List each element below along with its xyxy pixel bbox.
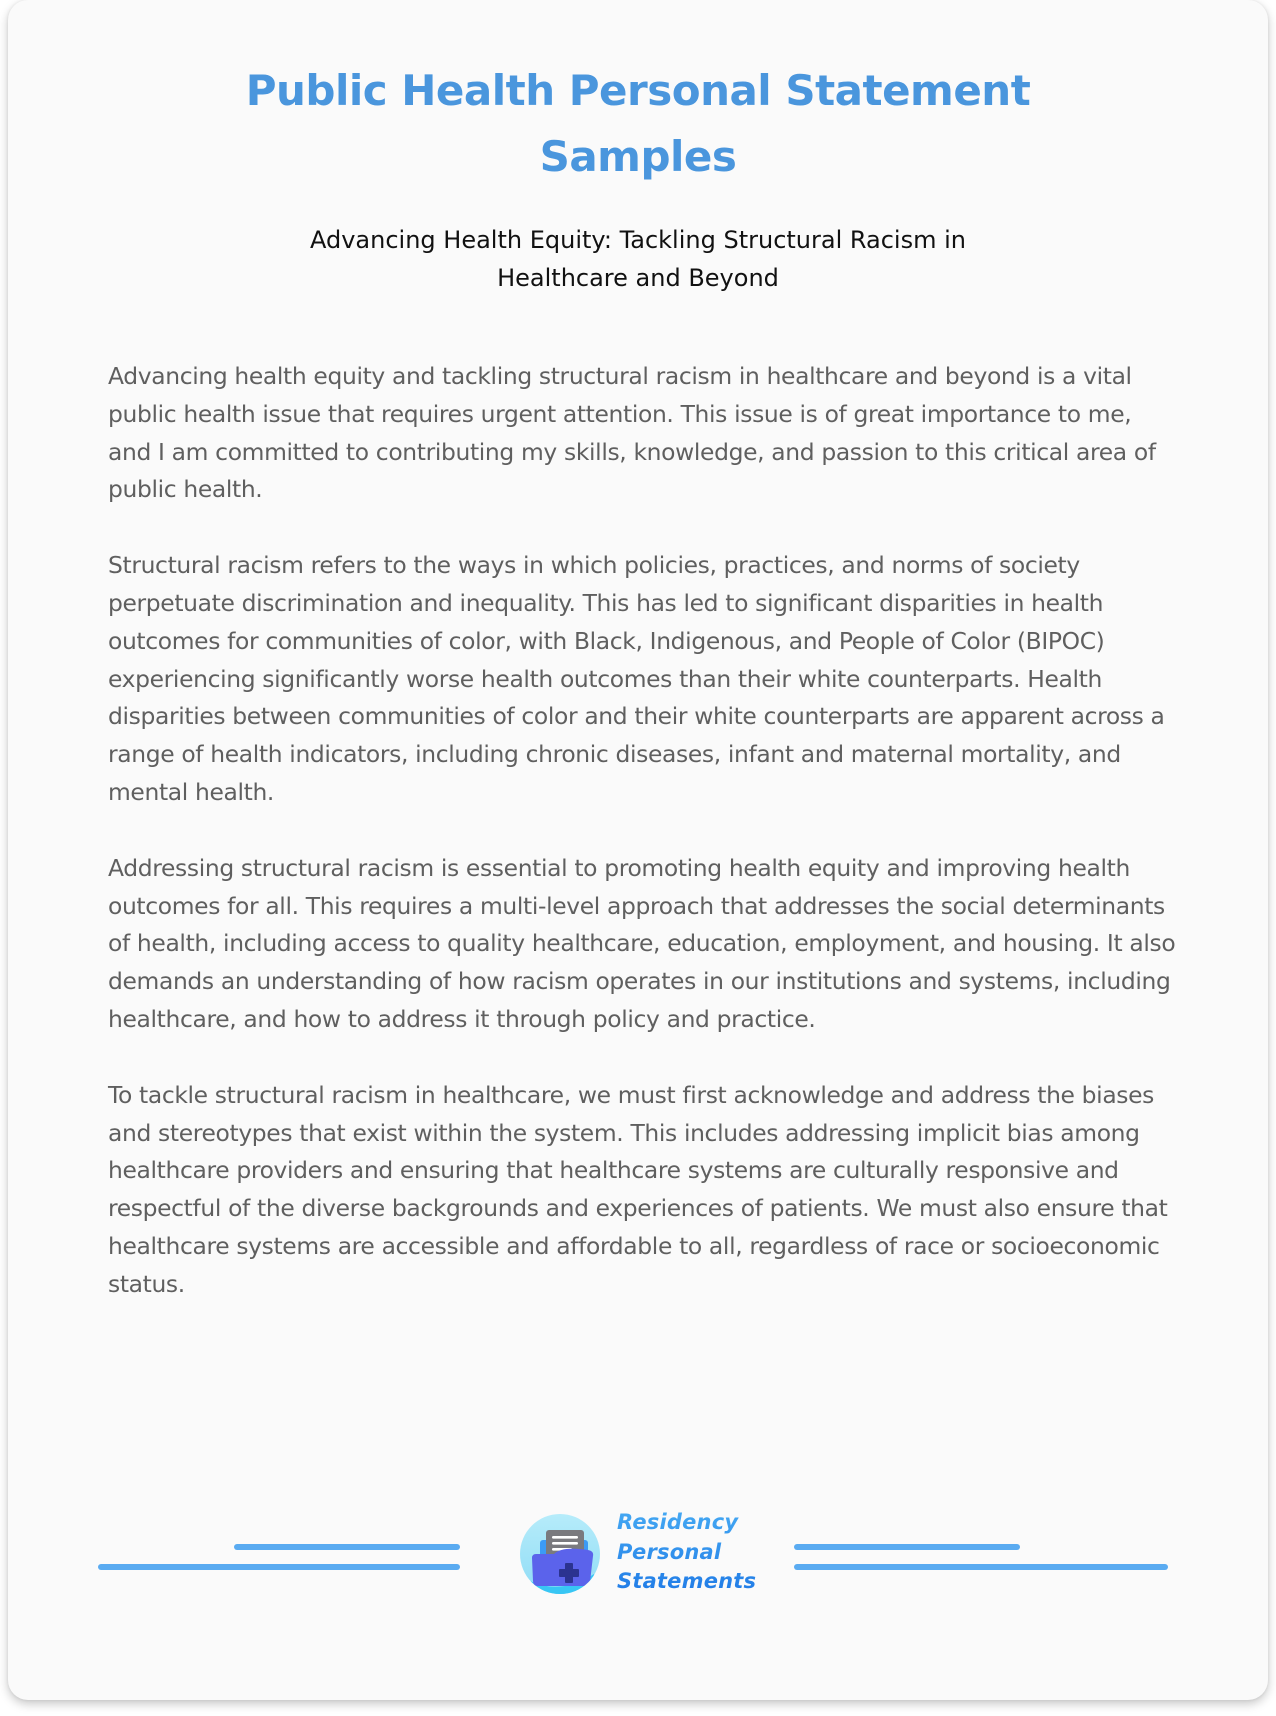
footer-right-long-line [794,1564,1168,1570]
logo-icon-svg [518,1512,602,1596]
logo-line-3: Statements [617,1569,757,1593]
statement-subtitle-text: Advancing Health Equity: Tackling Structural Racism in Healthcare and Beyond [309,226,966,292]
footer-left-short-line [234,1544,460,1550]
footer-left-long-line [98,1564,460,1570]
document-card [8,0,1268,1700]
logo-line-1: Residency [617,1510,739,1534]
statement-body [108,358,1180,1342]
folder-front [532,1549,593,1586]
logo-wordmark [617,1508,756,1597]
statement-subtitle [8,221,1268,297]
paragraph-4: To tackle structural racism in healthcare, we must first acknowledge and address the biases and stereotypes that exist within the system. This includes addressing implicit bias among healthcare providers and ensuring that healthcare systems are culturally responsive and respectful of the diverse backgrounds and experiences of patients. We must also ensure that healthcare systems are accessible and affordable to all, regardless of race or socioeconomic status. [108,1080,1168,1298]
medical-folder-icon [518,1512,602,1596]
page-title [8,58,1268,190]
logo-line-2: Personal [617,1539,722,1564]
paragraph-3: Addressing structural racism is essential to promoting health equity and improving health outcomes for all. This requires a multi-level approach that addresses the social determinants of health, including access to quality healthcare, education, employment, and housing. It also demands an understanding of how racism operates in our institutions and systems, including healthcare, and how to address it through policy and practice. [108,853,1176,1033]
footer-right-short-line [794,1544,1020,1550]
paragraph-2: Structural racism refers to the ways in which policies, practices, and norms of society perpetuate discrimination and inequality. This has led to significant disparities in health outcomes for communities of color, with Black, Indigenous, and People of Color (BIPOC) experiencing significantly worse health outcomes than their white counterparts. Health disparities between communities of color and their white counterparts are apparent across a range of health indicators, including chronic diseases, infant and maternal mortality, and mental health. [108,551,1165,806]
paragraph-1: Advancing health equity and tackling structural racism in healthcare and beyond is a vital public health issue that requires urgent attention. This issue is of great importance to me, and I am committed to contributing my skills, knowledge, and passion to this critical area of public health. [108,362,1156,504]
page-title-text: Public Health Personal Statement Samples [245,66,1031,181]
